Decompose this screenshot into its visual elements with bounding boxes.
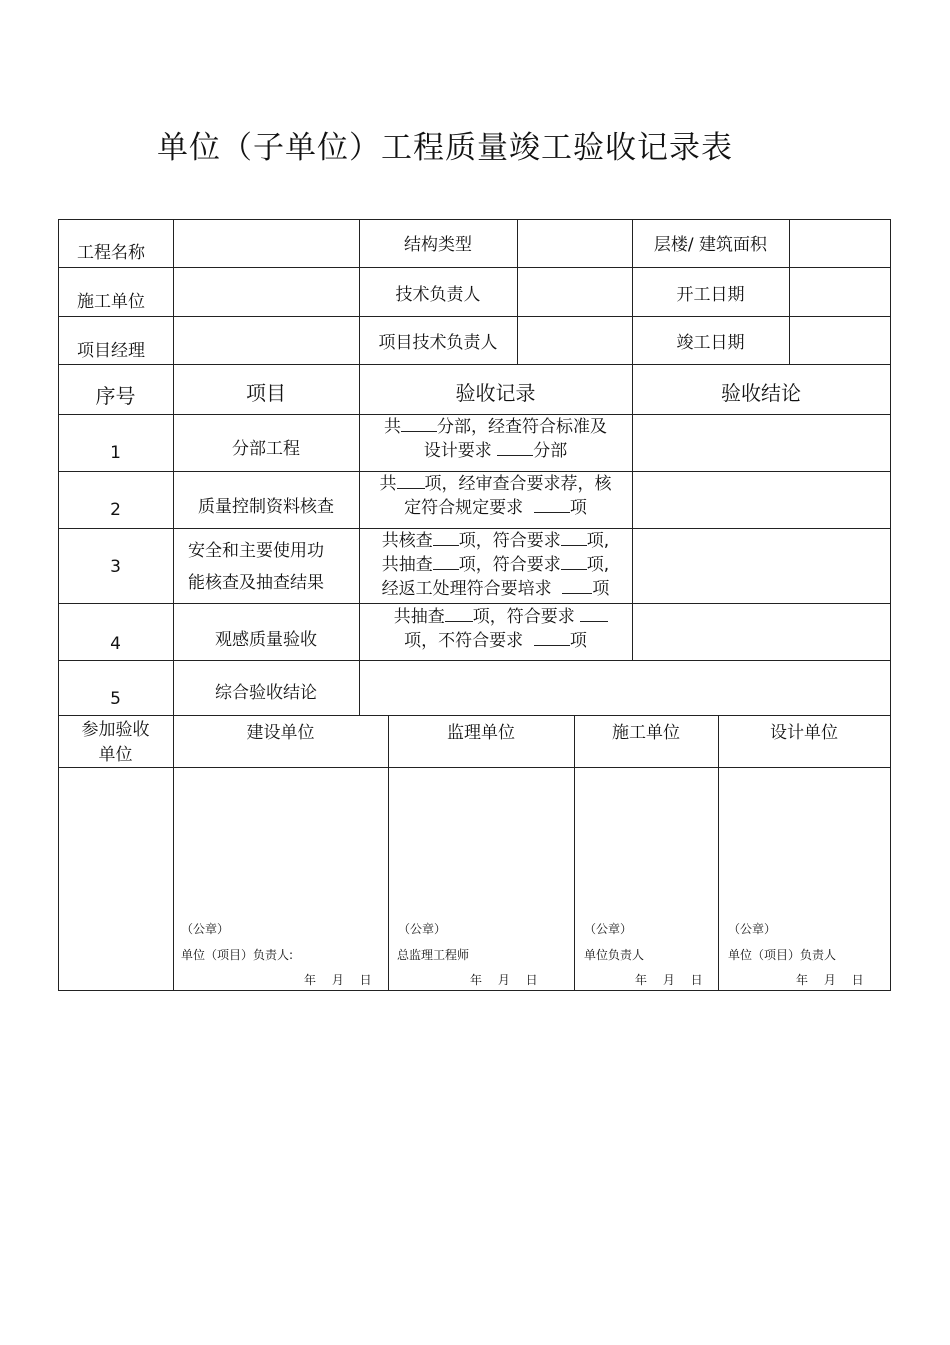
row-seq: 3 — [110, 557, 121, 577]
date-label: 年 月 日 — [635, 973, 703, 987]
completion-date-label: 竣工日期 — [676, 333, 745, 353]
unit-name-supervision: 监理单位 — [447, 723, 515, 743]
row-record: 共 分部，经查符合标准及 设计要求 分部 — [384, 417, 607, 461]
row-record: 共 项，经审查合要求荐，核 定符合规定要求 项 — [379, 474, 612, 518]
unit-name-construction-owner: 建设单位 — [246, 723, 315, 743]
page-title: 单位（子单位）工程质量竣工验收记录表 — [157, 130, 733, 166]
start-date-label: 开工日期 — [676, 285, 745, 305]
signer-label: 单位（项目）负责人 — [728, 948, 837, 962]
project-name-label: 工程名称 — [77, 243, 145, 263]
project-manager-label: 项目经理 — [77, 341, 145, 361]
participants-label: 参加验收 单位 — [81, 720, 150, 765]
tech-lead-label: 技术负责人 — [395, 285, 481, 305]
seal-label: （公章） — [181, 922, 230, 936]
seal-label: （公章） — [728, 922, 777, 936]
project-tech-lead-label: 项目技术负责人 — [378, 333, 498, 353]
row-item-line1: 安全和主要使用功 — [188, 541, 324, 561]
row-item: 质量控制资料核查 — [198, 497, 334, 517]
date-label: 年 月 日 — [470, 973, 538, 987]
row-item-line2: 能核查及抽查结果 — [188, 573, 324, 593]
row-record: 共核查 项，符合要求 项, 共抽查 项，符合要求 项, 经返工处理符合要培求 项 — [381, 531, 610, 599]
structure-type-label: 结构类型 — [404, 235, 472, 255]
header-record: 验收记录 — [455, 381, 536, 405]
header-conclusion: 验收结论 — [721, 381, 801, 405]
row-seq: 2 — [110, 500, 121, 520]
floors-area-label: 层楼/ 建筑面积 — [653, 235, 768, 255]
row-record: 共抽查 项，符合要求 项，不符合要求 项 — [359, 605, 632, 653]
row-item: 综合验收结论 — [215, 683, 317, 703]
signer-label: 单位（项目）负责人: — [181, 948, 294, 962]
unit-name-contractor: 施工单位 — [612, 723, 680, 743]
row-seq: 1 — [110, 443, 121, 463]
row-item: 观感质量验收 — [215, 630, 317, 650]
seal-label: （公章） — [398, 922, 447, 936]
header-seq: 序号 — [95, 384, 136, 408]
header-item: 项目 — [246, 381, 286, 405]
construction-unit-label: 施工单位 — [77, 292, 145, 312]
row-item: 分部工程 — [232, 439, 300, 459]
date-label: 年 月 日 — [796, 973, 864, 987]
unit-name-design: 设计单位 — [770, 723, 838, 743]
seal-label: （公章） — [584, 922, 633, 936]
date-label: 年 月 日 — [304, 973, 372, 987]
row-seq: 5 — [110, 689, 121, 709]
signer-label: 单位负责人 — [584, 948, 645, 962]
signer-label: 总监理工程师 — [397, 948, 470, 962]
row-seq: 4 — [110, 634, 121, 654]
